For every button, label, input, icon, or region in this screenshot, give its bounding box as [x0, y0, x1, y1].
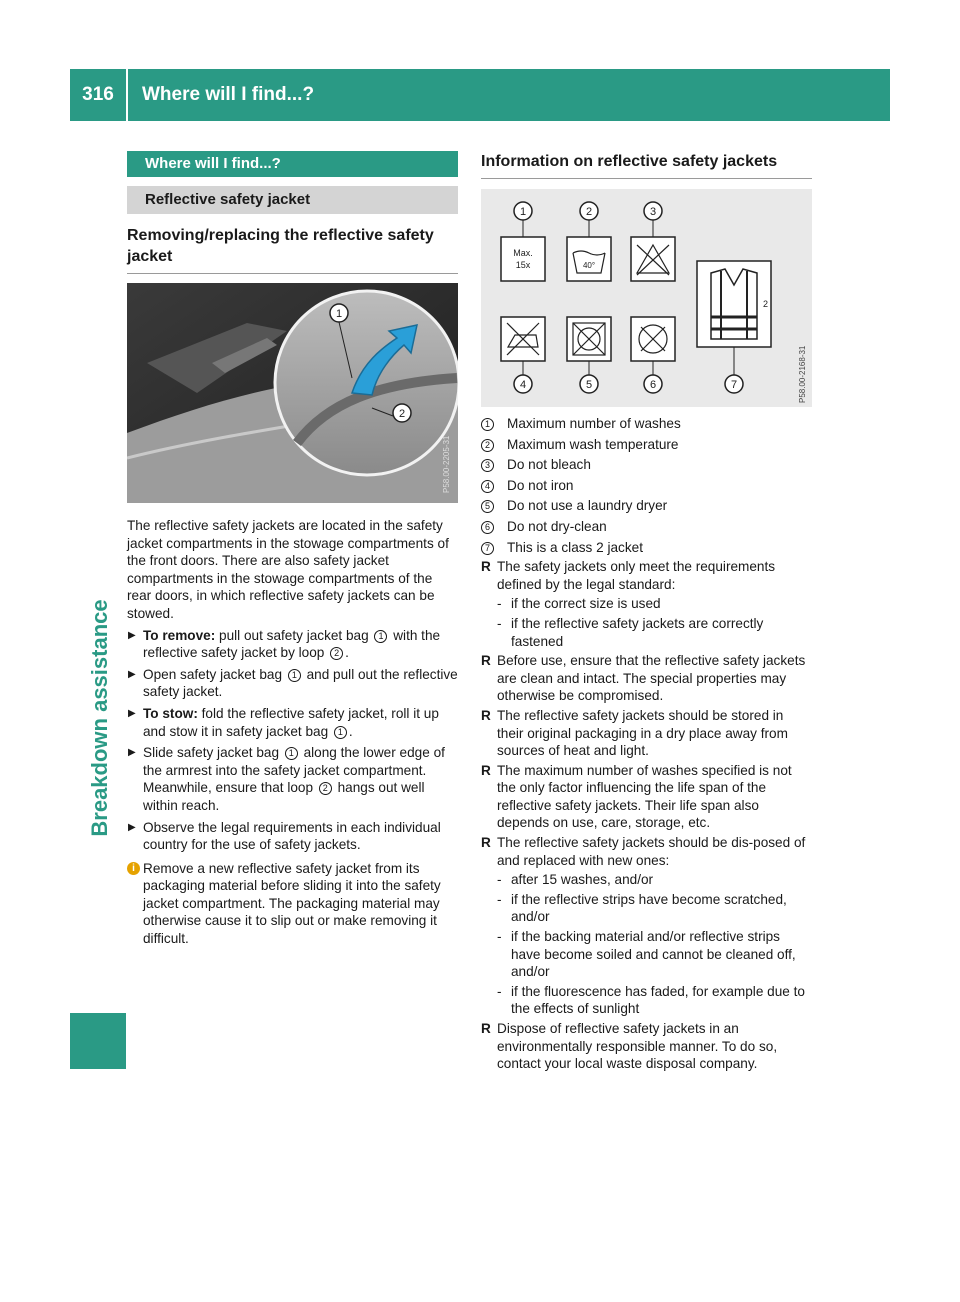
step-label: To remove:: [143, 627, 216, 643]
step-list: [127, 627, 458, 854]
callout-1: [514, 202, 532, 237]
sub-bullet-text: after 15 washes, and/or: [511, 872, 654, 888]
legend-text: This is a class 2 jacket: [507, 539, 643, 555]
info-note: [127, 860, 458, 948]
section-title: Where will I find...?: [127, 151, 458, 177]
dash-mark: -: [497, 983, 502, 999]
bullet-item: [481, 707, 812, 760]
step-text: Open safety jacket bag: [143, 666, 286, 682]
class-digit: 2: [763, 299, 769, 309]
sub-bullet-text: if the fluorescence has faded, for example due to the effects of sunlight: [511, 983, 805, 1017]
max-washes-label: Max.: [513, 248, 533, 258]
legend-item: [481, 518, 812, 536]
svg-text:3: 3: [649, 206, 657, 218]
door-photo-illustration: [127, 283, 458, 503]
sub-bullet-item: [481, 928, 812, 981]
legend-text: Do not use a laundry dryer: [507, 498, 668, 514]
dash-mark: -: [497, 929, 502, 945]
side-tab-label: Breakdown assistance: [87, 599, 112, 837]
step-callout-number: 1: [288, 669, 301, 682]
dash-mark: -: [497, 596, 502, 612]
bullet-text: The reflective safety jackets should be dis-posed of and replaced with new ones:: [497, 835, 806, 868]
note-text: Remove a new reflective safety jacket from its packaging material before sliding it into the safety jacket compartment. The packaging material may otherwise cause it to slip out or make removing it difficult.: [143, 860, 441, 947]
bullet-mark: R: [481, 653, 491, 669]
intro-paragraph: The reflective safety jackets are located in the safety jacket compartments in the stowage compartments of the front doors. There are also safety jacket compartments in the stowage compartments of the rear doors, in which reflective safety jackets can be stowed.: [127, 518, 449, 621]
sub-bullet-item: [481, 891, 812, 926]
callout-4: [514, 361, 532, 393]
sub-bullet-item: [481, 615, 812, 650]
legend-text: Do not iron: [507, 477, 574, 493]
step-item: [127, 819, 458, 854]
right-column: [481, 151, 812, 1073]
care-symbols-figure: [481, 189, 812, 407]
step-text: hangs out well within reach.: [143, 780, 425, 813]
info-icon: i: [127, 862, 140, 875]
sub-bullet-item: [481, 871, 812, 889]
subsection-title: Reflective safety jacket: [127, 186, 458, 214]
legend-number: 6: [481, 521, 494, 534]
step-text: Observe the legal requirements in each individual country for the use of safety jackets.: [143, 819, 441, 853]
step-callout-number: 2: [330, 647, 343, 660]
step-callout-number: 1: [374, 630, 387, 643]
legend-number: 7: [481, 542, 494, 555]
step-item: [127, 627, 458, 662]
step-item: [127, 744, 458, 814]
dash-mark: -: [497, 891, 502, 907]
step-text: pull out safety jacket bag: [215, 627, 373, 643]
sub-bullet-item: [481, 595, 812, 613]
legend-item: [481, 497, 812, 515]
svg-text:1: 1: [335, 308, 343, 320]
step-text: and pull out the reflective safety jacket.: [143, 666, 458, 700]
step-arrow-icon: ▶: [128, 668, 136, 680]
legend-item: [481, 436, 812, 454]
legend-item: [481, 539, 812, 557]
step-arrow-icon: ▶: [128, 747, 136, 759]
step-callout-number: 1: [285, 747, 298, 760]
bullet-item: [481, 834, 812, 869]
bullet-item: [481, 762, 812, 832]
header-divider: [126, 69, 128, 121]
bullet-mark: R: [481, 835, 491, 851]
step-text: Slide safety jacket bag: [143, 745, 283, 761]
legend-item: [481, 415, 812, 433]
bullet-list: [481, 558, 812, 1073]
photo-code: P58.00-2205-31: [442, 435, 451, 493]
callout-3: [644, 202, 662, 237]
sub-bullet-item: [481, 983, 812, 1018]
bullet-text: Dispose of reflective safety jackets in an environmentally responsible manner. To do so, contact your local waste disposal company.: [497, 1021, 778, 1072]
step-text: fold the reflective safety jacket, roll it up and stow it in safety jacket bag: [143, 705, 439, 739]
step-text: .: [345, 645, 349, 661]
callout-7: [725, 347, 743, 393]
svg-text:6: 6: [649, 379, 657, 391]
legend-number: 4: [481, 480, 494, 493]
legend-item: [481, 456, 812, 474]
legend-item: [481, 477, 812, 495]
page-title: Where will I find...?: [142, 84, 315, 105]
legend-number: 5: [481, 500, 494, 513]
bullet-text: The reflective safety jackets should be stored in their original packaging in a dry place away from sources of heat and light.: [497, 707, 788, 759]
svg-text:7: 7: [730, 379, 738, 391]
callout-5: [580, 361, 598, 393]
step-text: along the lower edge of the armrest into the safety jacket compartment. Meanwhile, ensure that loop: [143, 745, 445, 796]
door-photo: [127, 283, 458, 503]
legend-text: Maximum number of washes: [507, 416, 681, 431]
bullet-text: The maximum number of washes specified is not the only factor influencing the life span of the reflective safety jackets. Their life span also depends on use, care, storage, etc.: [497, 762, 792, 831]
bullet-item: [481, 558, 812, 593]
bullet-mark: R: [481, 762, 491, 778]
step-callout-number: 2: [319, 782, 332, 795]
bullet-item: [481, 1020, 812, 1073]
svg-text:2: 2: [585, 206, 593, 218]
left-column: [127, 151, 458, 948]
heading-removing: Removing/replacing the reflective safety jacket: [127, 225, 458, 274]
dash-mark: -: [497, 615, 502, 631]
step-label: To stow:: [143, 705, 198, 721]
svg-text:5: 5: [585, 379, 593, 391]
legend-number: 3: [481, 459, 494, 472]
bullet-mark: R: [481, 707, 491, 723]
heading-information: Information on reflective safety jackets: [481, 151, 812, 179]
sub-bullet-text: if the backing material and/or reflective strips have become soiled and cannot be cleaned off, and/or: [511, 929, 796, 980]
svg-text:1: 1: [519, 206, 527, 218]
legend-text: Do not dry-clean: [507, 518, 607, 534]
step-text: .: [348, 723, 353, 739]
wash-temp: 40°: [582, 261, 596, 270]
side-tab: [80, 568, 120, 868]
bullet-text: Before use, ensure that the reflective safety jackets are clean and intact. The special properties may otherwise be compromised.: [497, 653, 806, 704]
step-arrow-icon: ▶: [128, 707, 136, 719]
care-symbols-illustration: [481, 189, 812, 407]
page-number: 316: [82, 84, 114, 105]
symbol-legend: [481, 415, 812, 556]
step-text: with the reflective safety jacket by loop: [143, 627, 441, 661]
bullet-item: [481, 652, 812, 705]
legend-text: Maximum wash temperature: [507, 436, 679, 452]
dash-mark: -: [497, 872, 502, 888]
step-arrow-icon: ▶: [128, 629, 136, 641]
callout-2: [580, 202, 598, 237]
figure-code: P58.00-2168-31: [798, 345, 807, 403]
bullet-text: The safety jackets only meet the requirements defined by the legal standard:: [497, 559, 776, 592]
svg-text:4: 4: [519, 379, 527, 391]
max-washes-value: 15x: [515, 260, 531, 270]
sub-bullet-text: if the reflective strips have become scratched, and/or: [511, 891, 787, 925]
sub-bullet-text: if the correct size is used: [511, 596, 661, 612]
callout-6: [644, 361, 662, 393]
legend-number: 1: [481, 418, 494, 431]
side-tab-block: [70, 1013, 126, 1069]
legend-number: 2: [481, 439, 494, 452]
bullet-mark: R: [481, 1021, 491, 1036]
bullet-mark: R: [481, 559, 491, 575]
step-item: [127, 705, 458, 740]
svg-text:2: 2: [398, 408, 406, 420]
step-arrow-icon: ▶: [128, 821, 136, 833]
step-callout-number: 1: [334, 726, 347, 739]
legend-text: Do not bleach: [507, 457, 591, 473]
sub-bullet-text: if the reflective safety jackets are correctly fastened: [511, 615, 764, 649]
step-item: [127, 666, 458, 701]
